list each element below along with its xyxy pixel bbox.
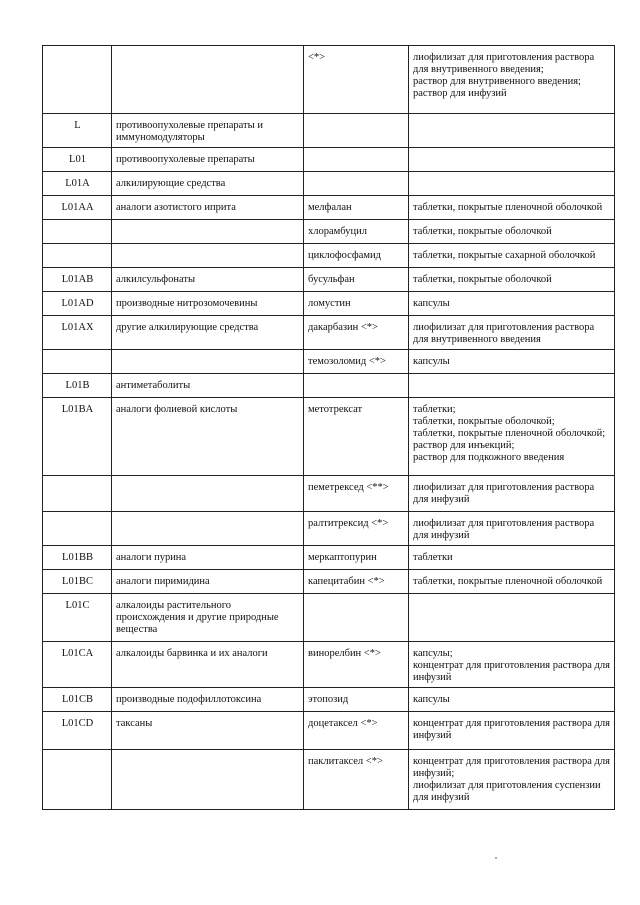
table-row xyxy=(43,172,615,196)
drug-name-cell: ломустин xyxy=(304,292,409,316)
drug-name-cell xyxy=(304,148,409,172)
dosage-forms-cell xyxy=(409,292,615,316)
dosage-form-line: концентрат для приготовления раствора для инфузий xyxy=(413,718,610,741)
pharma-group-cell: алкалоиды барвинка и их аналоги xyxy=(112,642,304,688)
drug-name-cell: хлорамбуцил xyxy=(304,220,409,244)
pharma-group-cell xyxy=(112,750,304,810)
atc-code-cell: L01CD xyxy=(43,712,112,750)
drug-name-cell: пеметрексед <**> xyxy=(304,476,409,512)
dosage-forms-cell xyxy=(409,148,615,172)
dosage-form-line: таблетки, покрытые пленочной оболочкой xyxy=(413,576,603,587)
pharma-group-cell: таксаны xyxy=(112,712,304,750)
dosage-form-line: раствор для инфузий xyxy=(413,88,507,99)
dosage-forms-cell xyxy=(409,114,615,148)
drug-name-cell: дакарбазин <*> xyxy=(304,316,409,350)
pharma-group-cell: другие алкилирующие средства xyxy=(112,316,304,350)
dosage-form-line: лиофилизат для приготовления раствора для инфузий xyxy=(413,518,595,541)
drug-name-cell: паклитаксел <*> xyxy=(304,750,409,810)
table-row xyxy=(43,268,615,292)
table-row xyxy=(43,292,615,316)
table-row xyxy=(43,114,615,148)
drug-name-cell xyxy=(304,172,409,196)
atc-code-cell xyxy=(43,350,112,374)
table-row xyxy=(43,316,615,350)
dosage-form-line: лиофилизат для приготовления раствора для инфузий xyxy=(413,482,595,505)
atc-code-cell: L01AA xyxy=(43,196,112,220)
dosage-form-line: таблетки, покрытые оболочкой xyxy=(413,274,552,285)
dosage-form-line: лиофилизат для приготовления суспензии для инфузий xyxy=(413,780,601,803)
dosage-forms-cell xyxy=(409,196,615,220)
dosage-forms-cell xyxy=(409,244,615,268)
dosage-forms-cell xyxy=(409,570,615,594)
dosage-form-line: капсулы xyxy=(413,298,450,309)
drug-name-cell xyxy=(304,374,409,398)
pharma-group-cell: алкалоиды растительного происхождения и другие природные вещества xyxy=(112,594,304,642)
dosage-form-line: капсулы xyxy=(413,356,450,367)
dosage-form-line: таблетки, покрытые пленочной оболочкой; xyxy=(413,428,606,439)
dosage-forms-cell xyxy=(409,316,615,350)
pharma-group-cell xyxy=(112,46,304,114)
table-row xyxy=(43,570,615,594)
atc-code-cell xyxy=(43,220,112,244)
pharma-group-cell: аналоги азотистого иприта xyxy=(112,196,304,220)
drug-name-cell: меркаптопурин xyxy=(304,546,409,570)
pharma-group-cell xyxy=(112,220,304,244)
drug-name-cell xyxy=(304,594,409,642)
atc-code-cell: L01B xyxy=(43,374,112,398)
dosage-form-line: раствор для внутривенного введения; xyxy=(413,76,581,87)
drug-name-cell: винорелбин <*> xyxy=(304,642,409,688)
drug-name-cell: мелфалан xyxy=(304,196,409,220)
dosage-forms-cell xyxy=(409,712,615,750)
table-row xyxy=(43,196,615,220)
pharma-group-cell: алкилирующие средства xyxy=(112,172,304,196)
dosage-forms-cell xyxy=(409,594,615,642)
atc-code-cell xyxy=(43,476,112,512)
dosage-form-line: капсулы; xyxy=(413,648,453,659)
drug-name-cell: циклофосфамид xyxy=(304,244,409,268)
atc-code-cell: L01CB xyxy=(43,688,112,712)
atc-code-cell xyxy=(43,750,112,810)
dosage-form-line: таблетки, покрытые пленочной оболочкой xyxy=(413,202,603,213)
dosage-forms-cell xyxy=(409,476,615,512)
dosage-form-line: раствор для подкожного введения xyxy=(413,452,565,463)
dosage-form-line: лиофилизат для приготовления раствора для внутривенного введения xyxy=(413,322,595,345)
atc-code-cell: L xyxy=(43,114,112,148)
pharma-group-cell: аналоги фолиевой кислоты xyxy=(112,398,304,476)
pharma-group-cell: производные подофиллотоксина xyxy=(112,688,304,712)
atc-code-cell: L01CA xyxy=(43,642,112,688)
table-row xyxy=(43,244,615,268)
dosage-form-line: таблетки xyxy=(413,552,453,563)
atc-code-cell: L01AD xyxy=(43,292,112,316)
dosage-form-line: концентрат для приготовления раствора для инфузий; xyxy=(413,756,610,779)
dosage-form-line: таблетки, покрытые оболочкой; xyxy=(413,416,555,427)
atc-code-cell: L01BC xyxy=(43,570,112,594)
table-row xyxy=(43,750,615,810)
atc-code-cell xyxy=(43,244,112,268)
drug-table xyxy=(42,45,615,810)
dosage-form-line: раствор для инъекций; xyxy=(413,440,515,451)
dosage-form-line: таблетки, покрытые оболочкой xyxy=(413,226,552,237)
atc-code-cell: L01C xyxy=(43,594,112,642)
atc-code-cell: L01 xyxy=(43,148,112,172)
dosage-forms-cell xyxy=(409,374,615,398)
drug-name-cell: метотрексат xyxy=(304,398,409,476)
table-row xyxy=(43,546,615,570)
dosage-forms-cell xyxy=(409,172,615,196)
table-row xyxy=(43,220,615,244)
scan-speck xyxy=(495,857,497,859)
pharma-group-cell: противоопухолевые препараты и иммуномодуляторы xyxy=(112,114,304,148)
dosage-forms-cell xyxy=(409,350,615,374)
atc-code-cell: L01BA xyxy=(43,398,112,476)
drug-name-cell: капецитабин <*> xyxy=(304,570,409,594)
drug-name-cell: этопозид xyxy=(304,688,409,712)
table-row xyxy=(43,712,615,750)
pharma-group-cell xyxy=(112,244,304,268)
drug-name-cell xyxy=(304,114,409,148)
dosage-form-line: концентрат для приготовления раствора для инфузий xyxy=(413,660,610,683)
atc-code-cell: L01A xyxy=(43,172,112,196)
table-row xyxy=(43,512,615,546)
table-row xyxy=(43,476,615,512)
pharma-group-cell xyxy=(112,476,304,512)
dosage-forms-cell xyxy=(409,688,615,712)
dosage-forms-cell xyxy=(409,512,615,546)
dosage-forms-cell xyxy=(409,642,615,688)
table-row xyxy=(43,148,615,172)
table-row xyxy=(43,398,615,476)
atc-code-cell: L01AX xyxy=(43,316,112,350)
table-row xyxy=(43,642,615,688)
dosage-forms-cell xyxy=(409,46,615,114)
table-row xyxy=(43,594,615,642)
pharma-group-cell: производные нитрозомочевины xyxy=(112,292,304,316)
atc-code-cell: L01BB xyxy=(43,546,112,570)
atc-code-cell xyxy=(43,46,112,114)
dosage-form-line: капсулы xyxy=(413,694,450,705)
table-row xyxy=(43,350,615,374)
dosage-forms-cell xyxy=(409,546,615,570)
dosage-form-line: лиофилизат для приготовления раствора для внутривенного введения; xyxy=(413,52,595,75)
atc-code-cell: L01AB xyxy=(43,268,112,292)
pharma-group-cell: аналоги пурина xyxy=(112,546,304,570)
dosage-form-line: таблетки, покрытые сахарной оболочкой xyxy=(413,250,596,261)
pharma-group-cell xyxy=(112,512,304,546)
dosage-forms-cell xyxy=(409,220,615,244)
drug-name-cell: темозоломид <*> xyxy=(304,350,409,374)
table-row xyxy=(43,46,615,114)
drug-name-cell: бусульфан xyxy=(304,268,409,292)
pharma-group-cell: противоопухолевые препараты xyxy=(112,148,304,172)
drug-name-cell: ралтитрексид <*> xyxy=(304,512,409,546)
pharma-group-cell: алкилсульфонаты xyxy=(112,268,304,292)
pharma-group-cell: аналоги пиримидина xyxy=(112,570,304,594)
pharma-group-cell: антиметаболиты xyxy=(112,374,304,398)
table-row xyxy=(43,374,615,398)
pharma-group-cell xyxy=(112,350,304,374)
atc-code-cell xyxy=(43,512,112,546)
dosage-forms-cell xyxy=(409,268,615,292)
dosage-forms-cell xyxy=(409,750,615,810)
dosage-forms-cell xyxy=(409,398,615,476)
dosage-form-line: таблетки; xyxy=(413,404,456,415)
drug-name-cell: <*> xyxy=(304,46,409,114)
drug-table-body xyxy=(43,46,615,810)
drug-name-cell: доцетаксел <*> xyxy=(304,712,409,750)
table-row xyxy=(43,688,615,712)
